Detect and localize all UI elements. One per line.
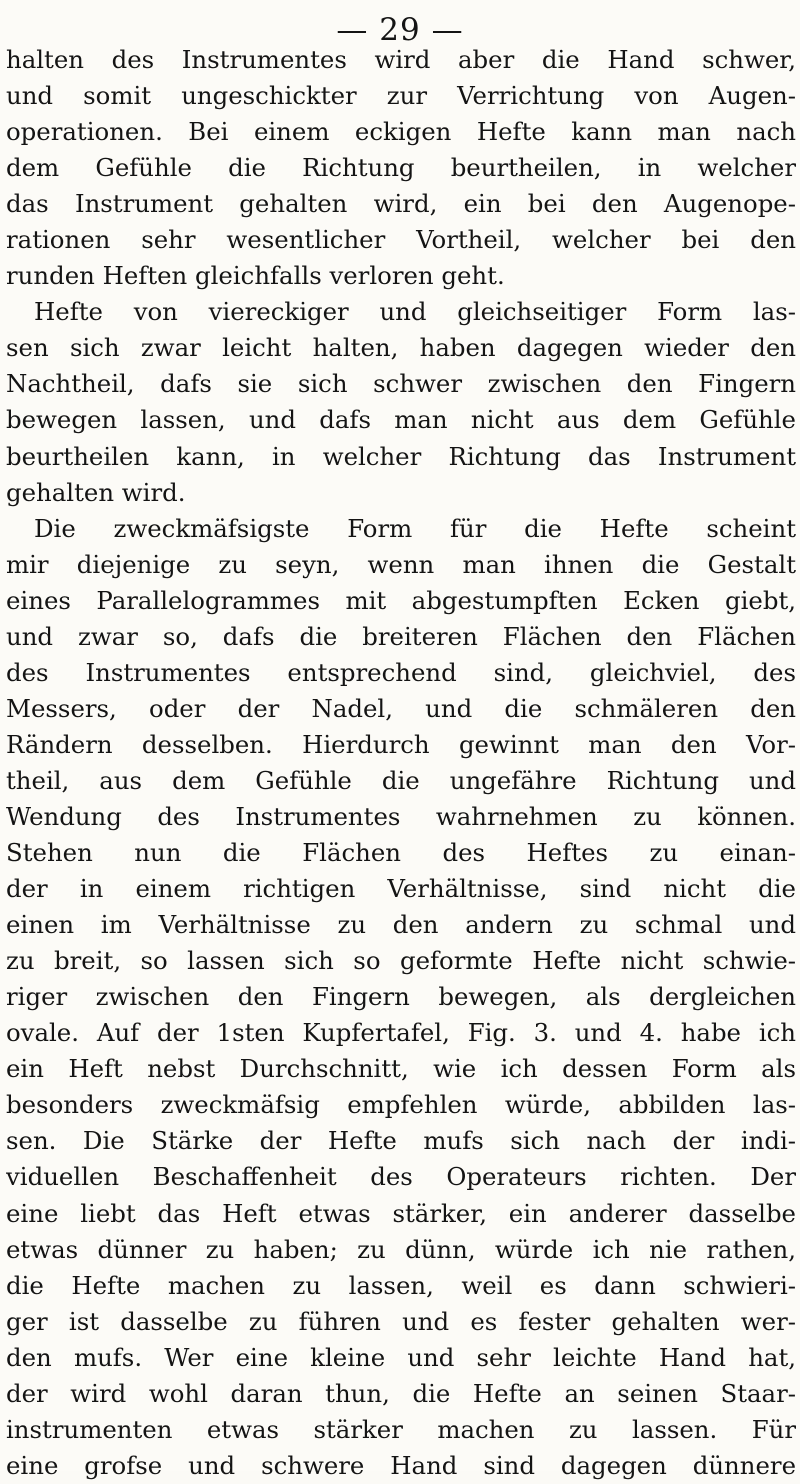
text-line: zu breit, so lassen sich so geformte Hefte nicht schwie- (6, 946, 796, 976)
text-line: sen. Die Stärke der Hefte mufs sich nach der indi- (6, 1126, 796, 1156)
text-line: und somit ungeschickter zur Verrichtung von Augen- (6, 81, 796, 111)
body-text (6, 42, 796, 1484)
text-line: ovale. Auf der 1sten Kupfertafel, Fig. 3. und 4. habe ich (6, 1018, 796, 1048)
text-line: einen im Verhältnisse zu den andern zu schmal und (6, 910, 796, 940)
text-line: die Hefte machen zu lassen, weil es dann schwieri- (6, 1270, 796, 1300)
text-line: bewegen lassen, und dafs man nicht aus dem Gefühle (6, 405, 796, 435)
text-line: Stehen nun die Flächen des Heftes zu einan- (6, 838, 796, 868)
text-line: runden Heften gleichfalls verloren geht. (6, 261, 505, 291)
text-line: besonders zweckmäfsig empfehlen würde, abbilden las- (6, 1090, 796, 1120)
text-line: viduellen Beschaffenheit des Operateurs richten. Der (6, 1162, 796, 1192)
text-line: eines Parallelogrammes mit abgestumpften Ecken giebt, (6, 585, 796, 615)
text-line: eine liebt das Heft etwas stärker, ein anderer dasselbe (6, 1198, 796, 1228)
text-line: der in einem richtigen Verhältnisse, sind nicht die (6, 874, 796, 904)
text-line: etwas dünner zu haben; zu dünn, würde ich nie rathen, (6, 1234, 796, 1264)
text-line: der wird wohl daran thun, die Hefte an seinen Staar- (6, 1378, 796, 1408)
text-line: Die zweckmäfsigste Form für die Hefte scheint (34, 513, 796, 543)
text-line: sen sich zwar leicht halten, haben dagegen wieder den (6, 333, 796, 363)
text-line: eine grofse und schwere Hand sind dagegen dünnere (6, 1450, 796, 1480)
text-line: Hefte von viereckiger und gleichseitiger Form las- (34, 297, 796, 327)
text-line: rationen sehr wesentlicher Vortheil, welcher bei den (6, 225, 796, 255)
text-line: das Instrument gehalten wird, ein bei den Augenope- (6, 189, 796, 219)
text-line: Wendung des Instrumentes wahrnehmen zu können. (6, 801, 796, 831)
text-line: Rändern desselben. Hierdurch gewinnt man den Vor- (6, 729, 796, 759)
text-line: beurtheilen kann, in welcher Richtung das Instrument (6, 441, 796, 471)
text-line: gehalten wird. (6, 477, 186, 507)
text-line: Nachtheil, dafs sie sich schwer zwischen den Fingern (6, 369, 796, 399)
text-line: den mufs. Wer eine kleine und sehr leichte Hand hat, (6, 1342, 796, 1372)
text-line: dem Gefühle die Richtung beurtheilen, in welcher (6, 153, 796, 183)
text-line: instrumenten etwas stärker machen zu lassen. Für (6, 1414, 796, 1444)
page-number-header: — 29 — (336, 12, 464, 48)
text-line: ger ist dasselbe zu führen und es fester gehalten wer- (6, 1306, 796, 1336)
text-line: Messers, oder der Nadel, und die schmäleren den (6, 693, 796, 723)
text-line: riger zwischen den Fingern bewegen, als dergleichen (6, 982, 796, 1012)
text-line: und zwar so, dafs die breiteren Flächen den Flächen (6, 621, 796, 651)
text-line: theil, aus dem Gefühle die ungefähre Richtung und (6, 765, 796, 795)
text-line: ein Heft nebst Durchschnitt, wie ich dessen Form als (6, 1054, 796, 1084)
text-line: halten des Instrumentes wird aber die Hand schwer, (6, 45, 796, 74)
text-line: mir diejenige zu seyn, wenn man ihnen die Gestalt (6, 549, 796, 579)
text-line: des Instrumentes entsprechend sind, gleichviel, des (6, 657, 796, 687)
text-line: operationen. Bei einem eckigen Hefte kann man nach (6, 117, 796, 147)
